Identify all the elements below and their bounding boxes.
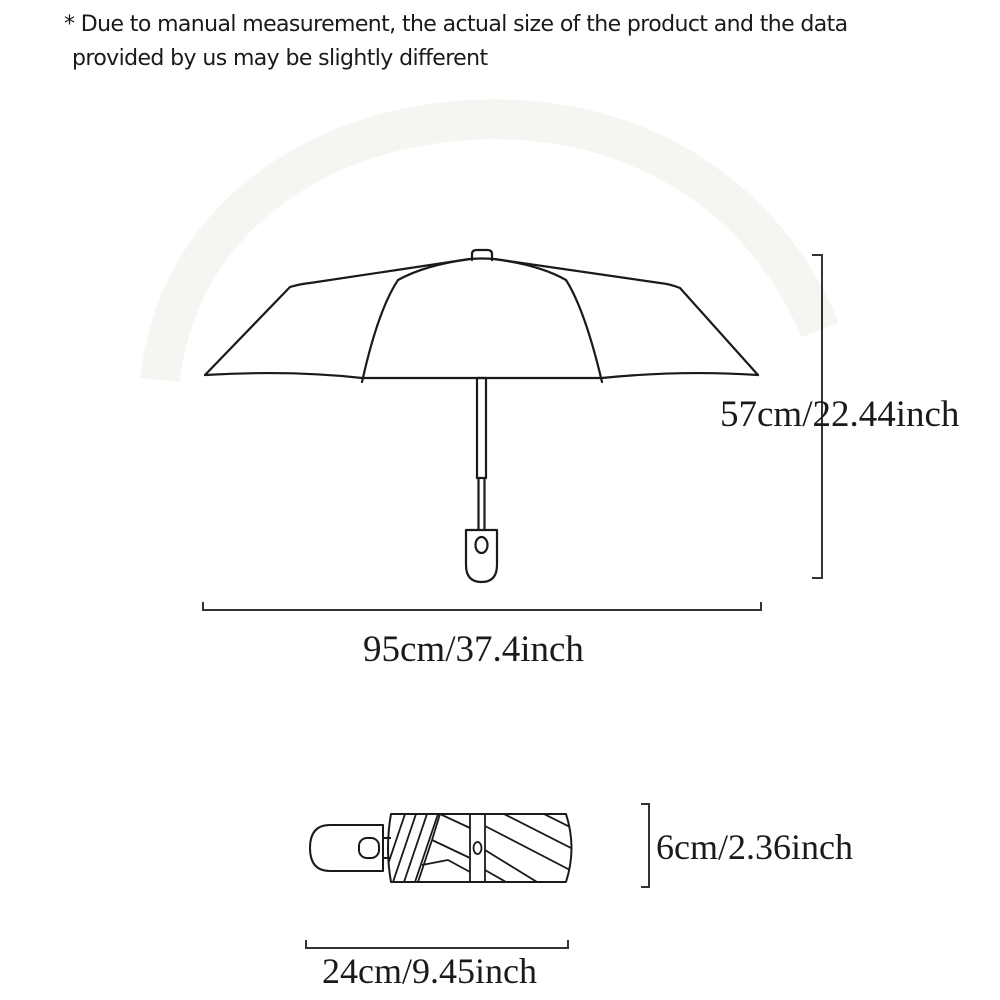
folded-length-dimension-line [306, 940, 568, 948]
folded-handle [310, 825, 383, 871]
folded-height-dimension-line [641, 804, 649, 887]
folded-height-label: 6cm/2.36inch [656, 827, 853, 867]
disclaimer-line-1: * Due to manual measurement, the actual size of the product and the data [64, 12, 848, 37]
open-width-label: 95cm/37.4inch [363, 629, 584, 670]
disclaimer-line-2: provided by us may be slightly different [72, 46, 488, 71]
folded-length-label: 24cm/9.45inch [322, 951, 537, 991]
open-height-label: 57cm/22.44inch [720, 394, 960, 435]
